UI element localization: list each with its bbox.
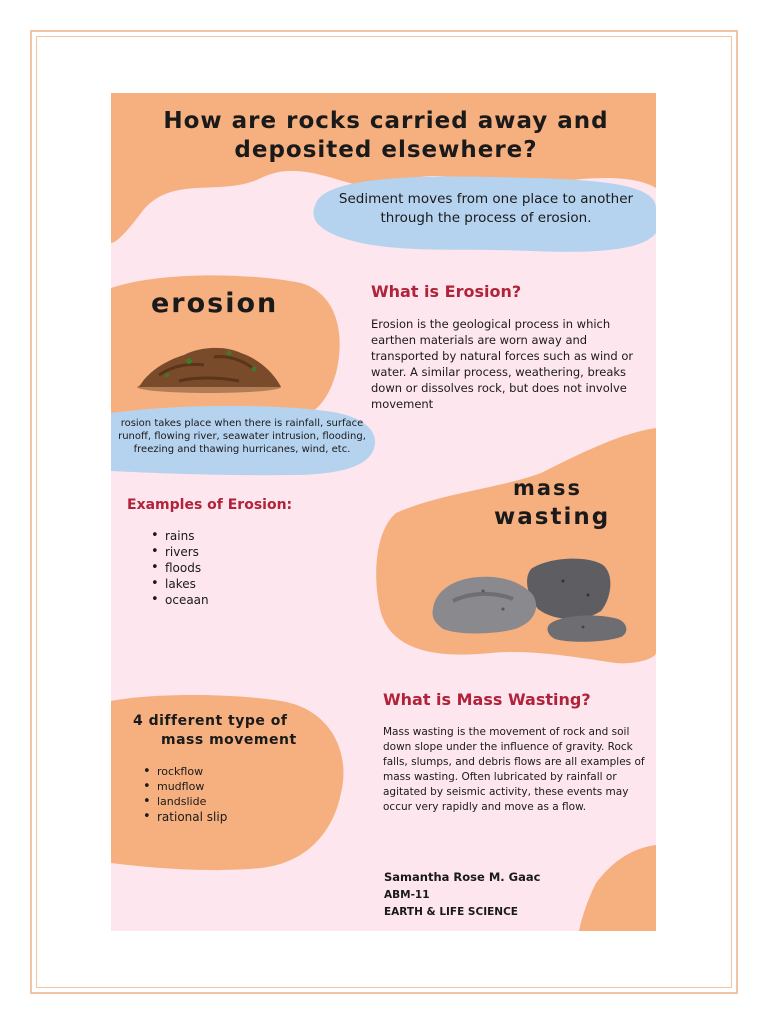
list-item: • rains	[165, 528, 209, 544]
list-item: • oceaan	[165, 592, 209, 608]
what-is-erosion-heading: What is Erosion?	[371, 282, 522, 301]
infographic-poster	[111, 93, 656, 931]
examples-heading: Examples of Erosion:	[127, 497, 293, 513]
author-subject: EARTH & LIFE SCIENCE	[384, 906, 518, 918]
types-list	[141, 764, 227, 825]
examples-list	[149, 528, 209, 608]
rocks-icon	[423, 551, 633, 646]
list-item: • rivers	[165, 544, 209, 560]
list-item: • lakes	[165, 576, 209, 592]
types-heading-line1: 4 different type of	[133, 713, 288, 729]
author-class: ABM-11	[384, 889, 430, 901]
erosion-label: erosion	[151, 288, 279, 319]
dirt-pile-icon	[129, 335, 289, 395]
list-item: • mudflow	[157, 779, 227, 794]
mass-wasting-label-line1: mass	[513, 476, 583, 500]
list-item: • rockflow	[157, 764, 227, 779]
erosion-caption: rosion takes place when there is rainfall, surface runoff, flowing river, seawater intrusion, flooding, freezing and thawing hurricanes, wind, etc.	[118, 418, 366, 455]
intro-text: Sediment moves from one place to another through the process of erosion.	[338, 191, 634, 226]
types-heading-line2: mass movement	[161, 732, 297, 748]
poster-title: How are rocks carried away and deposited elsewhere?	[163, 108, 609, 163]
author-name: Samantha Rose M. Gaac	[384, 870, 541, 884]
what-is-mass-wasting-text: Mass wasting is the movement of rock and soil down slope under the influence of gravity. Rock falls, slumps, and debris flows are all examples of mass wasting. Often lubricated by rainfall or agitated by seismic activity, these events may occur very rapidly and move as a flow.	[383, 726, 645, 813]
list-item: • floods	[165, 560, 209, 576]
list-item: • rational slip	[157, 809, 227, 825]
what-is-erosion-text: Erosion is the geological process in which earthen materials are worn away and transported by natural forces such as wind or water. A similar process, weathering, breaks down or dissolves rock, but does not involve movement	[371, 317, 634, 411]
mass-wasting-label-line2: wasting	[494, 504, 611, 530]
list-item: • landslide	[157, 794, 227, 809]
what-is-mass-wasting-heading: What is Mass Wasting?	[383, 690, 591, 709]
